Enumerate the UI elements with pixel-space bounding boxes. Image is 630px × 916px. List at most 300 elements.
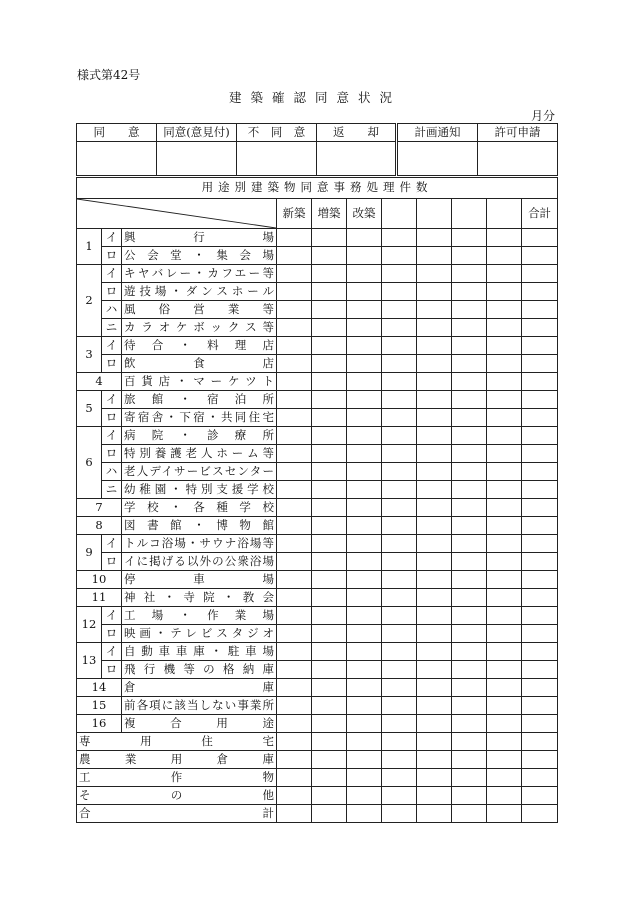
- count-cell: [487, 769, 522, 787]
- count-cell: [347, 409, 382, 427]
- row-usage-label: 神社・寺院・教会: [122, 589, 277, 607]
- row-usage-label: 映画・テレビスタジオ: [122, 625, 277, 643]
- count-cell: [452, 769, 487, 787]
- table-row: [77, 661, 558, 679]
- row-usage-label: 特別養護老人ホーム等: [122, 445, 277, 463]
- count-cell: [487, 427, 522, 445]
- count-cell: [452, 517, 487, 535]
- count-cell: [417, 499, 452, 517]
- count-cell: [417, 463, 452, 481]
- count-cell: [522, 265, 558, 283]
- count-cell: [277, 445, 312, 463]
- table-row: [77, 805, 558, 823]
- count-cell: [522, 625, 558, 643]
- row-sub-label: イ: [102, 229, 122, 247]
- table-row: [77, 715, 558, 733]
- count-cell: [522, 355, 558, 373]
- count-cell: [277, 787, 312, 805]
- count-cell: [452, 805, 487, 823]
- count-cell: [417, 337, 452, 355]
- count-cell: [522, 283, 558, 301]
- count-cell: [312, 625, 347, 643]
- count-cell: [522, 445, 558, 463]
- count-cell: [312, 463, 347, 481]
- table-row: [77, 769, 558, 787]
- count-cell: [417, 319, 452, 337]
- count-cell: [312, 481, 347, 499]
- count-cell: [382, 769, 417, 787]
- count-cell: [347, 643, 382, 661]
- count-cell: [312, 301, 347, 319]
- count-cell: [382, 787, 417, 805]
- count-cell: [487, 229, 522, 247]
- count-cell: [347, 247, 382, 265]
- count-cell: [347, 697, 382, 715]
- count-cell: [522, 805, 558, 823]
- count-cell: [487, 787, 522, 805]
- row-sub-label: イ: [102, 643, 122, 661]
- count-cell: [277, 751, 312, 769]
- usage-table: [76, 177, 558, 823]
- count-cell: [417, 391, 452, 409]
- col-header-total: 合計: [522, 199, 558, 229]
- count-cell: [417, 787, 452, 805]
- count-cell: [312, 733, 347, 751]
- cell-non-consent: [237, 142, 317, 176]
- count-cell: [312, 715, 347, 733]
- count-cell: [347, 787, 382, 805]
- count-cell: [452, 301, 487, 319]
- row-usage-label: 複合用途: [122, 715, 277, 733]
- count-cell: [522, 427, 558, 445]
- row-usage-label: 飛行機等の格納庫: [122, 661, 277, 679]
- count-cell: [347, 517, 382, 535]
- count-cell: [312, 373, 347, 391]
- count-cell: [417, 697, 452, 715]
- count-cell: [382, 481, 417, 499]
- row-sub-label: イ: [102, 535, 122, 553]
- count-cell: [487, 265, 522, 283]
- row-group-number: 9: [77, 535, 102, 571]
- count-cell: [417, 571, 452, 589]
- count-cell: [417, 769, 452, 787]
- count-cell: [417, 661, 452, 679]
- count-cell: [522, 499, 558, 517]
- col-header-blank-1: [382, 199, 417, 229]
- count-cell: [417, 751, 452, 769]
- count-cell: [347, 679, 382, 697]
- count-cell: [347, 571, 382, 589]
- row-sub-label: ハ: [102, 301, 122, 319]
- table-row: [77, 391, 558, 409]
- count-cell: [277, 535, 312, 553]
- count-cell: [382, 625, 417, 643]
- count-cell: [312, 697, 347, 715]
- row-number: 4: [77, 373, 122, 391]
- count-cell: [382, 553, 417, 571]
- count-cell: [382, 319, 417, 337]
- count-cell: [312, 589, 347, 607]
- row-usage-label: 百貨店・マーケツト: [122, 373, 277, 391]
- count-cell: [522, 733, 558, 751]
- count-cell: [487, 499, 522, 517]
- count-cell: [452, 607, 487, 625]
- count-cell: [277, 427, 312, 445]
- count-cell: [417, 373, 452, 391]
- row-category-label: 農業用倉庫: [77, 751, 277, 769]
- count-cell: [382, 697, 417, 715]
- count-cell: [487, 373, 522, 391]
- count-cell: [452, 427, 487, 445]
- count-cell: [347, 445, 382, 463]
- count-cell: [277, 769, 312, 787]
- row-sub-label: イ: [102, 427, 122, 445]
- table-row: [77, 607, 558, 625]
- count-cell: [417, 355, 452, 373]
- count-cell: [452, 373, 487, 391]
- count-cell: [487, 553, 522, 571]
- table-row: [77, 337, 558, 355]
- count-cell: [347, 283, 382, 301]
- count-cell: [417, 643, 452, 661]
- count-cell: [312, 355, 347, 373]
- count-cell: [277, 679, 312, 697]
- row-sub-label: イ: [102, 391, 122, 409]
- count-cell: [382, 301, 417, 319]
- header-plan-notice: 計画通知: [397, 124, 478, 142]
- count-cell: [347, 391, 382, 409]
- table-row: [77, 553, 558, 571]
- count-cell: [382, 229, 417, 247]
- count-cell: [347, 661, 382, 679]
- count-cell: [382, 517, 417, 535]
- count-cell: [312, 661, 347, 679]
- count-cell: [382, 643, 417, 661]
- count-cell: [277, 319, 312, 337]
- consent-status-table: [76, 123, 558, 176]
- count-cell: [487, 571, 522, 589]
- table-row: [77, 535, 558, 553]
- header-permit-application: 許可申請: [478, 124, 558, 142]
- count-cell: [487, 607, 522, 625]
- count-cell: [522, 661, 558, 679]
- cell-consent-with-opinion: [157, 142, 237, 176]
- table-row: [77, 481, 558, 499]
- count-cell: [487, 463, 522, 481]
- count-cell: [347, 373, 382, 391]
- count-cell: [452, 553, 487, 571]
- count-cell: [522, 607, 558, 625]
- col-header-blank-3: [452, 199, 487, 229]
- count-cell: [277, 409, 312, 427]
- count-cell: [452, 445, 487, 463]
- row-sub-label: ニ: [102, 319, 122, 337]
- count-cell: [382, 355, 417, 373]
- count-cell: [277, 373, 312, 391]
- col-header-rebuild: 改築: [347, 199, 382, 229]
- row-usage-label: 旅館・宿泊所: [122, 391, 277, 409]
- count-cell: [312, 319, 347, 337]
- count-cell: [382, 571, 417, 589]
- row-usage-label: 学校・各種学校: [122, 499, 277, 517]
- table-row: [77, 625, 558, 643]
- row-sub-label: ロ: [102, 409, 122, 427]
- row-usage-label: キヤバレー・カフエー等: [122, 265, 277, 283]
- count-cell: [487, 715, 522, 733]
- count-cell: [277, 733, 312, 751]
- count-cell: [487, 445, 522, 463]
- count-cell: [277, 697, 312, 715]
- count-cell: [417, 607, 452, 625]
- count-cell: [452, 481, 487, 499]
- count-cell: [417, 733, 452, 751]
- count-cell: [452, 571, 487, 589]
- count-cell: [487, 625, 522, 643]
- count-cell: [382, 733, 417, 751]
- row-usage-label: 自動車車庫・駐車場: [122, 643, 277, 661]
- count-cell: [382, 805, 417, 823]
- count-cell: [312, 769, 347, 787]
- row-sub-label: ロ: [102, 445, 122, 463]
- count-cell: [452, 733, 487, 751]
- count-cell: [382, 409, 417, 427]
- count-cell: [522, 247, 558, 265]
- count-cell: [522, 553, 558, 571]
- table-row: [77, 301, 558, 319]
- count-cell: [277, 805, 312, 823]
- row-sub-label: ロ: [102, 553, 122, 571]
- row-usage-label: 寄宿舎・下宿・共同住宅: [122, 409, 277, 427]
- row-sub-label: イ: [102, 607, 122, 625]
- count-cell: [487, 535, 522, 553]
- count-cell: [417, 265, 452, 283]
- row-category-label: 専用住宅: [77, 733, 277, 751]
- count-cell: [452, 265, 487, 283]
- row-number: 14: [77, 679, 122, 697]
- count-cell: [417, 553, 452, 571]
- count-cell: [452, 499, 487, 517]
- count-cell: [487, 337, 522, 355]
- count-cell: [347, 265, 382, 283]
- header-consent: 同 意: [77, 124, 157, 142]
- row-usage-label: 老人デイサービスセンター: [122, 463, 277, 481]
- count-cell: [277, 481, 312, 499]
- count-cell: [452, 679, 487, 697]
- count-cell: [382, 751, 417, 769]
- row-usage-label: 風俗営業等: [122, 301, 277, 319]
- count-cell: [417, 589, 452, 607]
- count-cell: [347, 535, 382, 553]
- row-sub-label: イ: [102, 337, 122, 355]
- table-row: [77, 409, 558, 427]
- count-cell: [522, 679, 558, 697]
- count-cell: [487, 733, 522, 751]
- row-group-number: 13: [77, 643, 102, 679]
- count-cell: [522, 535, 558, 553]
- count-cell: [417, 481, 452, 499]
- count-cell: [277, 463, 312, 481]
- count-cell: [347, 769, 382, 787]
- table-row: [77, 751, 558, 769]
- count-cell: [312, 517, 347, 535]
- count-cell: [417, 535, 452, 553]
- count-cell: [312, 427, 347, 445]
- row-group-number: 1: [77, 229, 102, 265]
- table-row: [77, 643, 558, 661]
- count-cell: [382, 391, 417, 409]
- count-cell: [487, 391, 522, 409]
- count-cell: [522, 391, 558, 409]
- count-cell: [312, 265, 347, 283]
- count-cell: [452, 391, 487, 409]
- count-cell: [382, 265, 417, 283]
- count-cell: [312, 553, 347, 571]
- row-usage-label: 前各項に該当しない事業所: [122, 697, 277, 715]
- count-cell: [277, 589, 312, 607]
- header-returned: 返 却: [317, 124, 397, 142]
- count-cell: [452, 229, 487, 247]
- count-cell: [382, 373, 417, 391]
- count-cell: [522, 463, 558, 481]
- table-row: [77, 427, 558, 445]
- count-cell: [312, 535, 347, 553]
- count-cell: [487, 751, 522, 769]
- count-cell: [522, 229, 558, 247]
- count-cell: [417, 301, 452, 319]
- count-cell: [347, 553, 382, 571]
- row-usage-label: 停車場: [122, 571, 277, 589]
- row-group-number: 12: [77, 607, 102, 643]
- count-cell: [452, 589, 487, 607]
- count-cell: [382, 445, 417, 463]
- table-row: [77, 247, 558, 265]
- row-usage-label: イに掲げる以外の公衆浴場: [122, 553, 277, 571]
- row-usage-label: 待合・料理店: [122, 337, 277, 355]
- count-cell: [312, 409, 347, 427]
- count-cell: [417, 625, 452, 643]
- count-cell: [312, 337, 347, 355]
- table-row: [77, 787, 558, 805]
- count-cell: [277, 715, 312, 733]
- count-cell: [347, 805, 382, 823]
- cell-permit-application: [478, 142, 558, 176]
- count-cell: [347, 229, 382, 247]
- header-consent-with-opinion: 同意(意見付): [157, 124, 237, 142]
- count-cell: [522, 319, 558, 337]
- row-sub-label: イ: [102, 265, 122, 283]
- count-cell: [382, 337, 417, 355]
- row-usage-label: 飲食店: [122, 355, 277, 373]
- table-row: [77, 445, 558, 463]
- table-row: [77, 733, 558, 751]
- count-cell: [277, 517, 312, 535]
- count-cell: [382, 427, 417, 445]
- row-category-label: 工作物: [77, 769, 277, 787]
- row-number: 10: [77, 571, 122, 589]
- count-cell: [277, 643, 312, 661]
- row-group-number: 5: [77, 391, 102, 427]
- row-usage-label: 興行場: [122, 229, 277, 247]
- row-usage-label: カラオケボックス等: [122, 319, 277, 337]
- count-cell: [522, 517, 558, 535]
- row-usage-label: 公会堂・集会場: [122, 247, 277, 265]
- count-cell: [452, 409, 487, 427]
- cell-consent: [77, 142, 157, 176]
- table-row: [77, 499, 558, 517]
- row-group-number: 3: [77, 337, 102, 373]
- count-cell: [417, 409, 452, 427]
- count-cell: [277, 337, 312, 355]
- count-cell: [382, 607, 417, 625]
- row-sub-label: ロ: [102, 283, 122, 301]
- count-cell: [277, 661, 312, 679]
- table-row: [77, 571, 558, 589]
- diagonal-header: [77, 199, 277, 229]
- row-category-label: 合計: [77, 805, 277, 823]
- count-cell: [277, 553, 312, 571]
- count-cell: [487, 643, 522, 661]
- count-cell: [487, 805, 522, 823]
- count-cell: [522, 571, 558, 589]
- count-cell: [487, 481, 522, 499]
- count-cell: [452, 643, 487, 661]
- count-cell: [417, 679, 452, 697]
- count-cell: [312, 643, 347, 661]
- row-usage-label: 図書館・博物館: [122, 517, 277, 535]
- table-row: [77, 463, 558, 481]
- count-cell: [452, 247, 487, 265]
- table-row: [77, 229, 558, 247]
- header-non-consent: 不 同 意: [237, 124, 317, 142]
- row-group-number: 6: [77, 427, 102, 499]
- count-cell: [452, 715, 487, 733]
- count-cell: [382, 463, 417, 481]
- count-cell: [452, 697, 487, 715]
- cell-plan-notice: [397, 142, 478, 176]
- count-cell: [417, 445, 452, 463]
- count-cell: [452, 787, 487, 805]
- row-sub-label: ニ: [102, 481, 122, 499]
- table-row: [77, 517, 558, 535]
- count-cell: [452, 319, 487, 337]
- count-cell: [522, 643, 558, 661]
- count-cell: [347, 319, 382, 337]
- count-cell: [522, 409, 558, 427]
- count-cell: [312, 499, 347, 517]
- row-number: 16: [77, 715, 122, 733]
- count-cell: [452, 751, 487, 769]
- count-cell: [312, 571, 347, 589]
- row-sub-label: ロ: [102, 625, 122, 643]
- count-cell: [347, 427, 382, 445]
- unit-label: 月分: [531, 109, 556, 123]
- count-cell: [277, 247, 312, 265]
- count-cell: [347, 607, 382, 625]
- row-number: 15: [77, 697, 122, 715]
- row-group-number: 2: [77, 265, 102, 337]
- count-cell: [277, 301, 312, 319]
- count-cell: [522, 751, 558, 769]
- count-cell: [382, 715, 417, 733]
- count-cell: [487, 319, 522, 337]
- count-cell: [452, 463, 487, 481]
- table-row: [77, 679, 558, 697]
- count-cell: [277, 283, 312, 301]
- table-row: [77, 283, 558, 301]
- count-cell: [312, 607, 347, 625]
- count-cell: [382, 247, 417, 265]
- row-usage-label: 幼稚園・特別支援学校: [122, 481, 277, 499]
